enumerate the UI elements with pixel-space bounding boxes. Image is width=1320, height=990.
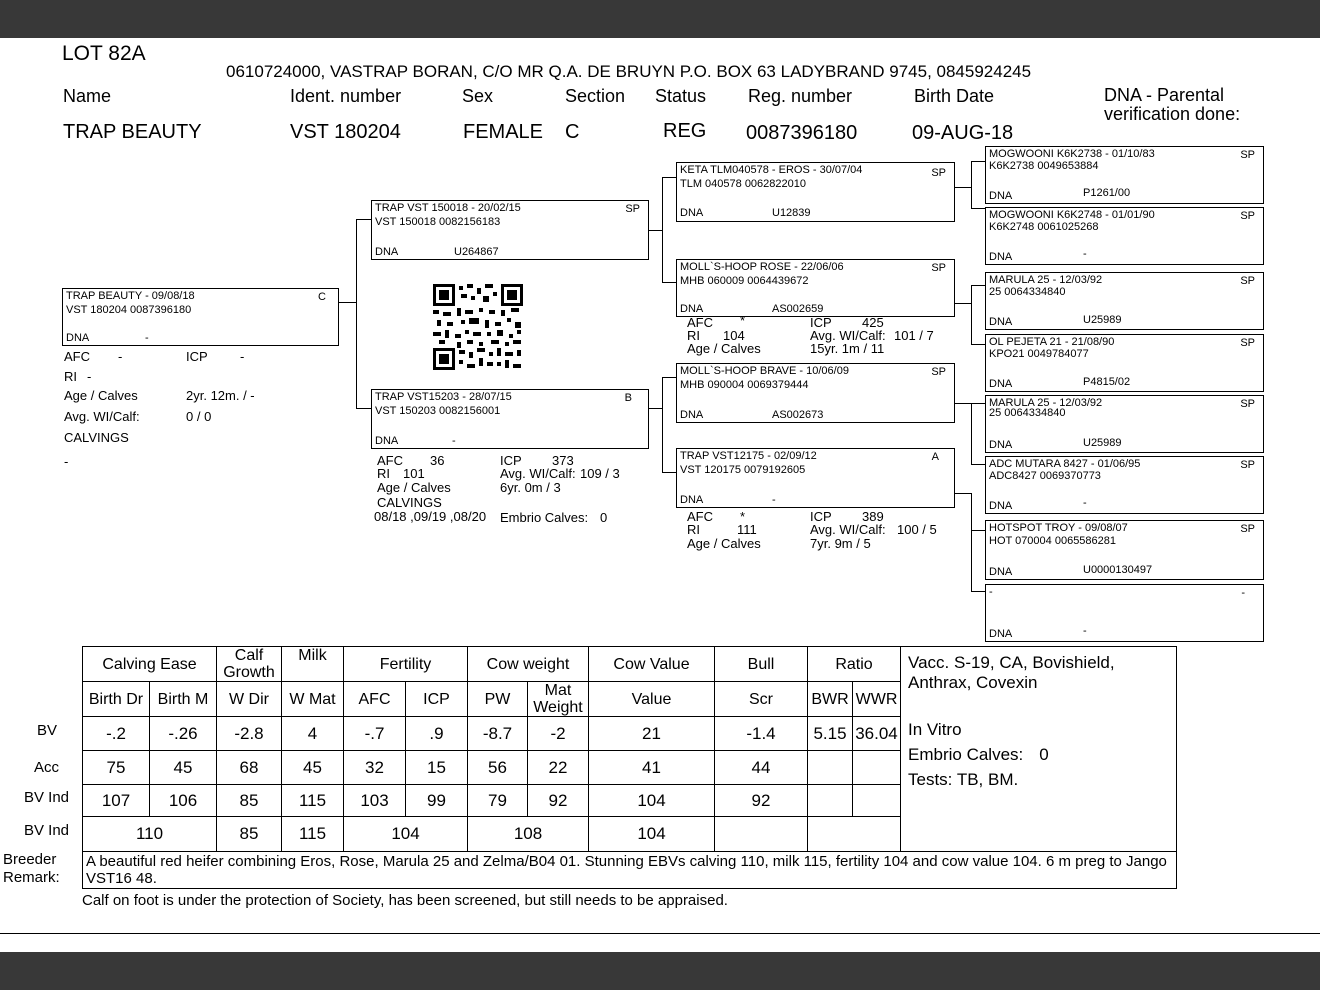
ggp-dna-value: U25989 xyxy=(1083,437,1122,449)
acc-cell: 68 xyxy=(217,751,282,785)
ggp-id: 25 0064334840 xyxy=(989,286,1066,298)
sire-dna-label: DNA xyxy=(375,246,399,258)
vacc-note: Vacc. S-19, CA, Bovishield, Anthrax, Covexin xyxy=(908,653,1115,692)
bvind-cell: 104 xyxy=(589,785,715,817)
qr-code-icon xyxy=(433,284,523,370)
dam-embrio: 0 xyxy=(600,510,608,525)
grandparent-dna-value: U12839 xyxy=(772,207,811,219)
acc-cell: 56 xyxy=(468,751,528,785)
ggp-dna-value: - xyxy=(1083,497,1087,509)
grandparent-dna-value: - xyxy=(772,494,776,506)
name-header: Name xyxy=(63,86,112,106)
embrio-label: Embrio Calves: xyxy=(908,745,1024,764)
dam-ri-label: RI xyxy=(377,466,390,481)
bvind2-cell: 104 xyxy=(344,817,468,852)
ggp-code: SP xyxy=(1240,523,1255,535)
breeding-values-table xyxy=(82,646,1177,889)
ggp-code: SP xyxy=(1240,275,1255,287)
gp1-afc-label: AFC xyxy=(687,315,713,330)
bv-cell: -1.4 xyxy=(715,717,808,751)
breeder-remark: A beautiful red heifer combining Eros, Rose, Marula 25 and Zelma/B04 01. Stunning EBVs calving 110, milk 115, fertility 104 and cow value 104. 6 m preg to Jango VST16 48. xyxy=(83,852,1177,889)
acc-cell: 15 xyxy=(406,751,468,785)
ggp-title: MARULA 25 - 12/03/92 xyxy=(989,397,1103,409)
sub-pw: PW xyxy=(468,682,528,717)
subject-dna-value: - xyxy=(145,332,149,344)
gp3-afc-label: AFC xyxy=(687,509,713,524)
subject-calvings-label: CALVINGS xyxy=(64,430,129,445)
bv-cell: -8.7 xyxy=(468,717,528,751)
gp3-afc: * xyxy=(740,509,746,524)
animal-sex: FEMALE xyxy=(463,121,544,143)
gp1-afc: * xyxy=(740,313,746,328)
dam-afc-label: AFC xyxy=(377,453,403,468)
gp1-ri: 104 xyxy=(723,328,745,343)
grandparent-id: MHB 090004 0069379444 xyxy=(680,379,809,391)
dam-box xyxy=(371,389,649,449)
sub-w-dir: W Dir xyxy=(217,682,282,717)
sire-title: TRAP VST 150018 - 20/02/15 xyxy=(375,202,521,214)
dam-dna-value: - xyxy=(452,435,456,447)
gp1-icp-label: ICP xyxy=(810,315,832,330)
bvind-cell: 99 xyxy=(406,785,468,817)
bottom-rule xyxy=(0,933,1320,934)
sub-wwr: WWR xyxy=(853,682,901,717)
subject-icp-label: ICP xyxy=(186,349,208,364)
bvind-cell: 115 xyxy=(282,785,344,817)
subject-afc: - xyxy=(118,349,123,364)
ggp-title: MARULA 25 - 12/03/92 xyxy=(989,274,1103,286)
group-fertility: Fertility xyxy=(344,647,468,682)
acc-cell xyxy=(853,751,901,785)
bvind2-cell xyxy=(808,817,901,852)
gp3-avg-label: Avg. WI/Calf: xyxy=(810,522,886,537)
sex-header: Sex xyxy=(462,86,494,106)
bvind-cell: 107 xyxy=(83,785,150,817)
bvind-cell xyxy=(853,785,901,817)
sub-birth-m: Birth M xyxy=(150,682,217,717)
subject-title: TRAP BEAUTY - 09/08/18 xyxy=(66,290,195,302)
bv-cell: 21 xyxy=(589,717,715,751)
grandparent-dna-value: AS002673 xyxy=(772,409,824,421)
dam-age-label: Age / Calves xyxy=(377,480,451,495)
ggp-dna-label: DNA xyxy=(989,316,1013,328)
ggp-dna-label: DNA xyxy=(989,378,1013,390)
acc-cell: 45 xyxy=(282,751,344,785)
bvind-cell: 85 xyxy=(217,785,282,817)
ggp-code: SP xyxy=(1240,149,1255,161)
animal-ident: VST 180204 xyxy=(290,121,401,143)
ggp-code: SP xyxy=(1240,337,1255,349)
bvind-cell: 79 xyxy=(468,785,528,817)
embrio-note xyxy=(908,745,1176,765)
great-grandparent-box xyxy=(985,456,1264,514)
subject-ri: - xyxy=(87,369,92,384)
subject-afc-label: AFC xyxy=(64,349,90,364)
ggp-title: HOTSPOT TROY - 09/08/07 xyxy=(989,522,1128,534)
group-bull: Bull xyxy=(715,647,808,682)
acc-cell: 75 xyxy=(83,751,150,785)
gp3-avg: 100 / 5 xyxy=(897,522,937,537)
grandparent-title: KETA TLM040578 - EROS - 30/07/04 xyxy=(680,164,863,176)
subject-age-label: Age / Calves xyxy=(64,388,138,403)
dam-avg: 109 / 3 xyxy=(580,466,620,481)
great-grandparent-box xyxy=(985,146,1264,204)
dam-dna-label: DNA xyxy=(375,435,399,447)
subject-avg-label: Avg. WI/Calf: xyxy=(64,409,140,424)
bvind2-cell: 104 xyxy=(589,817,715,852)
acc-cell: 44 xyxy=(715,751,808,785)
dam-id: VST 150203 0082156001 xyxy=(375,405,501,417)
ggp-code: SP xyxy=(1240,210,1255,222)
animal-name: TRAP BEAUTY xyxy=(63,121,202,143)
ggp-dna-value: - xyxy=(1083,248,1087,260)
grandparent-code: SP xyxy=(931,366,946,378)
acc-cell: 41 xyxy=(589,751,715,785)
grandparent-box xyxy=(676,259,955,317)
bvind2-cell: 110 xyxy=(83,817,217,852)
ggp-id: ADC8427 0069370773 xyxy=(989,470,1101,482)
bottom-bar xyxy=(0,952,1320,990)
bv-cell: -.26 xyxy=(150,717,217,751)
row-label-acc: Acc xyxy=(34,759,60,776)
grandparent-box xyxy=(676,162,955,222)
ggp-dna-label: DNA xyxy=(989,190,1013,202)
grandparent-box xyxy=(676,363,955,423)
breeder-info: 0610724000, VASTRAP BORAN, C/O MR Q.A. DE BRUYN P.O. BOX 63 LADYBRAND 9745, 0845924245 xyxy=(226,62,1032,81)
ggp-id: KPO21 0049784077 xyxy=(989,348,1089,360)
acc-cell xyxy=(808,751,853,785)
grandparent-box xyxy=(676,448,955,508)
grandparent-dna-label: DNA xyxy=(680,303,704,315)
dna-header-1: DNA - Parental xyxy=(1104,85,1225,105)
great-grandparent-box xyxy=(985,520,1264,580)
dam-embrio-label: Embrio Calves: xyxy=(500,510,589,525)
bv-cell: 5.15 xyxy=(808,717,853,751)
ggp-code: SP xyxy=(1240,459,1255,471)
row-label-bv: BV xyxy=(37,722,58,739)
animal-birth: 09-AUG-18 xyxy=(912,122,1014,144)
bvind-cell: 92 xyxy=(528,785,589,817)
grandparent-dna-label: DNA xyxy=(680,207,704,219)
acc-cell: 22 xyxy=(528,751,589,785)
group-calf-growth: Calf Growth xyxy=(217,647,282,682)
top-bar xyxy=(0,0,1320,38)
subject-code: C xyxy=(318,291,326,303)
grandparent-code: A xyxy=(931,451,939,463)
sire-dna-value: U264867 xyxy=(454,246,499,258)
great-grandparent-box xyxy=(985,334,1264,392)
grandparent-dna-label: DNA xyxy=(680,494,704,506)
bvind2-cell: 108 xyxy=(468,817,589,852)
ggp-title: OL PEJETA 21 - 21/08/90 xyxy=(989,336,1115,348)
dam-title: TRAP VST15203 - 28/07/15 xyxy=(375,391,512,403)
ggp-dna-label: DNA xyxy=(989,566,1013,578)
gp1-avg-label: Avg. WI/Calf: xyxy=(810,328,886,343)
ggp-dna-value: P1261/00 xyxy=(1083,187,1131,199)
ggp-dna-label: DNA xyxy=(989,439,1013,451)
great-grandparent-box xyxy=(985,584,1264,642)
birth-header: Birth Date xyxy=(914,86,995,106)
embrio-value: 0 xyxy=(1039,745,1049,764)
grandparent-id: VST 120175 0079192605 xyxy=(680,464,806,476)
gp1-icp: 425 xyxy=(862,315,884,330)
bv-cell: 4 xyxy=(282,717,344,751)
status-header: Status xyxy=(655,86,707,106)
dam-icp: 373 xyxy=(552,453,574,468)
subject-id: VST 180204 0087396180 xyxy=(66,304,192,316)
ggp-dna-value: - xyxy=(1083,625,1087,637)
ggp-dna-label: DNA xyxy=(989,500,1013,512)
grandparent-code: SP xyxy=(931,262,946,274)
section-header: Section xyxy=(565,86,626,106)
subject-avg: 0 / 0 xyxy=(186,409,212,424)
gp1-ri-label: RI xyxy=(687,328,700,343)
notes-cell xyxy=(901,647,1177,852)
sire-code: SP xyxy=(625,203,640,215)
grandparent-title: MOLL`S-HOOP BRAVE - 10/06/09 xyxy=(680,365,849,377)
dam-avg-label: Avg. WI/Calf: xyxy=(500,466,576,481)
subject-dna-label: DNA xyxy=(66,332,90,344)
dam-calvings: 08/18 ,09/19 ,08/20 xyxy=(374,509,487,524)
ggp-id: 25 0064334840 xyxy=(989,407,1066,419)
ggp-id: HOT 070004 0065586281 xyxy=(989,535,1117,547)
sub-birth-dr: Birth Dr xyxy=(83,682,150,717)
animal-reg: 0087396180 xyxy=(746,122,858,144)
great-grandparent-box xyxy=(985,272,1264,330)
bv-cell: -.7 xyxy=(344,717,406,751)
great-grandparent-box xyxy=(985,207,1264,265)
subject-box xyxy=(62,288,339,346)
sub-value: Value xyxy=(589,682,715,717)
ggp-id: K6K2738 0049653884 xyxy=(989,160,1099,172)
grandparent-dna-value: AS002659 xyxy=(772,303,824,315)
bv-cell: -2 xyxy=(528,717,589,751)
row-label-bvind: BV Ind xyxy=(24,789,70,806)
gp3-age-label: Age / Calves xyxy=(687,536,761,551)
sub-icp: ICP xyxy=(406,682,468,717)
ggp-title: ADC MUTARA 8427 - 01/06/95 xyxy=(989,458,1141,470)
ggp-dna-value: U25989 xyxy=(1083,314,1122,326)
acc-cell: 32 xyxy=(344,751,406,785)
tests-note: Tests: TB, BM. xyxy=(908,770,1019,789)
grandparent-title: TRAP VST12175 - 02/09/12 xyxy=(680,450,817,462)
bv-cell: .9 xyxy=(406,717,468,751)
bv-cell: -.2 xyxy=(83,717,150,751)
ggp-title: MOGWOONI K6K2738 - 01/10/83 xyxy=(989,148,1155,160)
bvind-cell: 103 xyxy=(344,785,406,817)
sub-afc: AFC xyxy=(344,682,406,717)
bv-cell: 36.04 xyxy=(853,717,901,751)
dam-afc: 36 xyxy=(430,453,445,468)
bv-cell: -2.8 xyxy=(217,717,282,751)
bvind-cell: 92 xyxy=(715,785,808,817)
gp1-age: 15yr. 1m / 11 xyxy=(810,341,885,356)
gp1-avg: 101 / 7 xyxy=(894,328,934,343)
bvind-cell: 106 xyxy=(150,785,217,817)
grandparent-id: TLM 040578 0062822010 xyxy=(680,178,806,190)
ggp-title: - xyxy=(989,586,993,598)
ggp-dna-value: U0000130497 xyxy=(1083,564,1153,576)
ggp-dna-label: DNA xyxy=(989,251,1013,263)
sire-box xyxy=(371,200,649,260)
ggp-title: MOGWOONI K6K2748 - 01/01/90 xyxy=(989,209,1155,221)
footer-note: Calf on foot is under the protection of Society, has been screened, but still needs to be appraised. xyxy=(82,892,728,909)
bvind2-cell: 85 xyxy=(217,817,282,852)
grandparent-title: MOLL`S-HOOP ROSE - 22/06/06 xyxy=(680,261,844,273)
subject-calvings: - xyxy=(64,454,69,469)
dam-ri: 101 xyxy=(403,466,425,481)
gp3-ri: 111 xyxy=(737,522,757,537)
dam-icp-label: ICP xyxy=(500,453,522,468)
gp3-icp-label: ICP xyxy=(810,509,832,524)
dam-code: B xyxy=(624,392,632,404)
lot-number: LOT 82A xyxy=(62,42,146,65)
ggp-id: K6K2748 0061025268 xyxy=(989,221,1099,233)
bvind2-cell xyxy=(715,817,808,852)
reg-header: Reg. number xyxy=(748,86,853,106)
ggp-dna-value: P4815/02 xyxy=(1083,376,1131,388)
sub-bwr: BWR xyxy=(808,682,853,717)
animal-section: C xyxy=(565,121,580,143)
gp1-age-label: Age / Calves xyxy=(687,341,761,356)
dam-age: 6yr. 0m / 3 xyxy=(500,480,561,495)
acc-cell: 45 xyxy=(150,751,217,785)
ggp-code: - xyxy=(1241,587,1245,599)
sub-mat-weight: Mat Weight xyxy=(528,682,589,717)
ggp-dna-label: DNA xyxy=(989,628,1013,640)
remark-label-2: Remark: xyxy=(3,869,60,886)
gp3-ri-label: RI xyxy=(687,522,700,537)
in-vitro-note: In Vitro xyxy=(908,720,962,739)
row-label-bvind2: BV Ind xyxy=(24,822,70,839)
grandparent-code: SP xyxy=(931,167,946,179)
great-grandparent-box xyxy=(985,395,1264,453)
dna-header-2: verification done: xyxy=(1104,104,1241,124)
grandparent-id: MHB 060009 0064439672 xyxy=(680,275,809,287)
group-calving-ease: Calving Ease xyxy=(83,647,217,682)
dam-calvings-label: CALVINGS xyxy=(377,495,442,510)
gp3-icp: 389 xyxy=(862,509,884,524)
subject-age: 2yr. 12m. / - xyxy=(186,388,255,403)
sire-id: VST 150018 0082156183 xyxy=(375,216,501,228)
grandparent-dna-label: DNA xyxy=(680,409,704,421)
sub-scr: Scr xyxy=(715,682,808,717)
bvind-cell xyxy=(808,785,853,817)
subject-icp: - xyxy=(240,349,245,364)
group-milk: Milk xyxy=(282,647,344,682)
ggp-code: SP xyxy=(1240,398,1255,410)
animal-status: REG xyxy=(663,120,707,142)
subject-ri-label: RI xyxy=(64,369,77,384)
gp3-age: 7yr. 9m / 5 xyxy=(810,536,871,551)
group-cow-weight: Cow weight xyxy=(468,647,589,682)
group-cow-value: Cow Value xyxy=(589,647,715,682)
remark-label-1: Breeder xyxy=(3,851,57,868)
group-ratio: Ratio xyxy=(808,647,901,682)
bvind2-cell: 115 xyxy=(282,817,344,852)
sub-w-mat: W Mat xyxy=(282,682,344,717)
ident-header: Ident. number xyxy=(290,86,402,106)
